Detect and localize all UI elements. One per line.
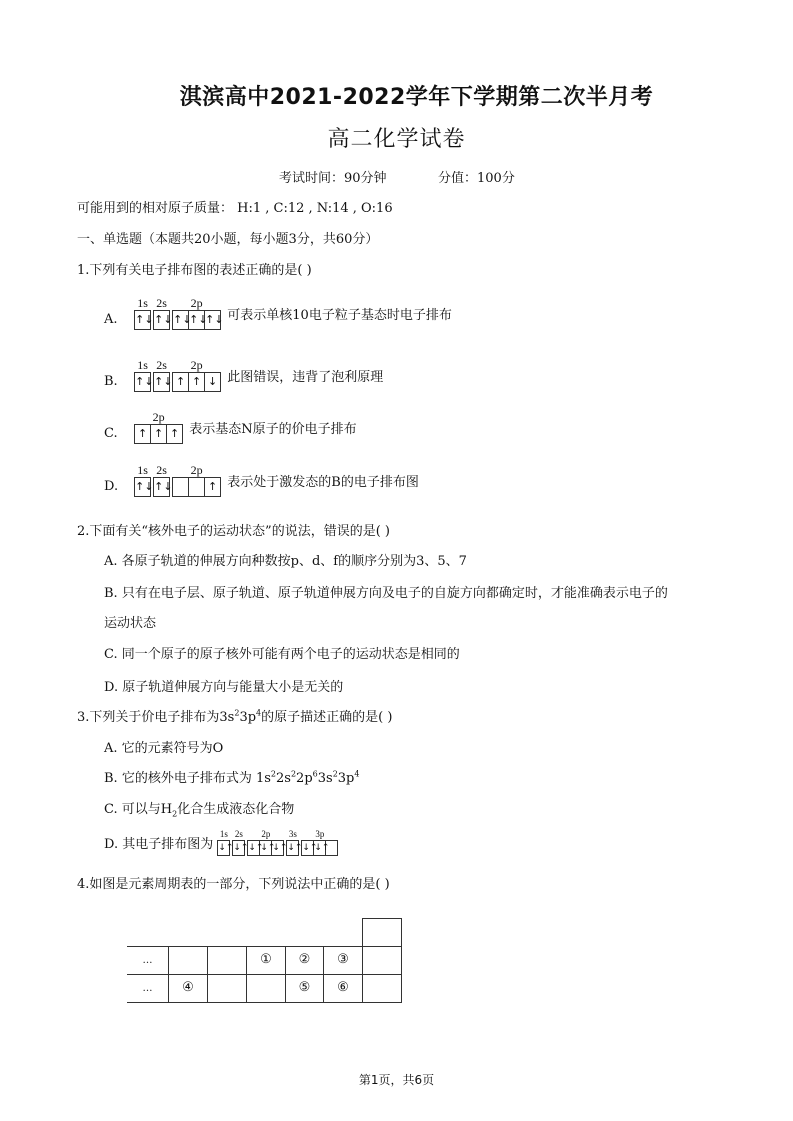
orbital-group-3p bbox=[301, 829, 338, 856]
pt-dots: … bbox=[142, 955, 153, 966]
orbital-diagram bbox=[134, 410, 185, 444]
q3-option-a: A. 它的元素符号为O bbox=[104, 741, 224, 756]
option-label: B. bbox=[104, 374, 118, 389]
q3-option-b: B. 它的核外电子排布式为 $1s^22s^22p^63s^23p^4$ bbox=[104, 769, 360, 786]
q2-stem: 2.下面有关“核外电子的运动状态”的说法，错误的是( ) bbox=[77, 524, 390, 539]
exam-title: 淇滨高中2021-2022学年下学期第二次半月考 bbox=[179, 85, 654, 110]
option-label: A. bbox=[104, 312, 118, 327]
superscript: 6 bbox=[312, 769, 318, 779]
orbital-boxes bbox=[172, 372, 221, 392]
orbital-box bbox=[173, 478, 189, 496]
orbital-box: ↑↓ bbox=[154, 480, 173, 493]
orbital-boxes bbox=[172, 310, 224, 330]
option-label: D. bbox=[104, 479, 119, 494]
q1-option-c bbox=[104, 410, 357, 444]
orbital-label: 2p bbox=[261, 829, 271, 839]
config-term: 3s bbox=[317, 771, 333, 786]
orbital-diagram bbox=[134, 358, 223, 392]
pt-cell bbox=[168, 946, 208, 975]
orbital-box: ↓↑ bbox=[314, 843, 330, 853]
exam-subtitle: 高二化学试卷 bbox=[327, 127, 466, 152]
q1-option-d bbox=[104, 463, 419, 497]
orbital-label: 2p bbox=[190, 463, 203, 477]
option-text: B. 它的核外电子排布式为 1s bbox=[104, 771, 271, 786]
orbital-box: ↑↓ bbox=[173, 311, 189, 329]
orbital-boxes bbox=[134, 372, 154, 392]
orbital-boxes bbox=[301, 840, 338, 856]
pt-cell bbox=[127, 946, 169, 975]
orbital-group-2s bbox=[232, 829, 249, 856]
pt-cell bbox=[362, 946, 402, 975]
orbital-label: 2p bbox=[152, 410, 165, 424]
orbital-group-2s bbox=[153, 296, 173, 330]
superscript: 4 bbox=[256, 708, 262, 718]
orbital-label: 3s bbox=[288, 829, 297, 839]
option-text: 表示处于激发态的B的电子排布图 bbox=[227, 475, 419, 490]
q3-stem bbox=[77, 706, 392, 725]
orbital-box bbox=[189, 478, 205, 496]
orbital-label: 1s bbox=[137, 463, 148, 477]
option-text: C. 可以与H bbox=[104, 802, 173, 817]
q1-option-a bbox=[104, 296, 452, 330]
orbital-group-2p bbox=[172, 296, 224, 330]
orbital-box: ↓↑ bbox=[233, 843, 249, 853]
pt-cell bbox=[127, 974, 169, 1003]
option-text: 可表示单核10电子粒子基态时电子排布 bbox=[227, 308, 452, 323]
orbital-label: 2p bbox=[190, 358, 203, 372]
orbital-boxes bbox=[134, 310, 154, 330]
exam-time: 考试时间：90分钟 bbox=[279, 171, 387, 186]
q4-stem: 4.如图是元素周期表的一部分，下列说法中正确的是( ) bbox=[77, 877, 390, 892]
q2-option-a: A. 各原子轨道的伸展方向种数按p、d、f的顺序分别为3、5、7 bbox=[104, 554, 467, 569]
config-term: 2s bbox=[276, 771, 291, 786]
orbital-group-2p bbox=[172, 358, 221, 392]
q3-stem-text: 3p bbox=[239, 710, 257, 725]
orbital-diagram bbox=[217, 829, 340, 856]
q3-stem-text: 的原子描述正确的是( ) bbox=[261, 710, 393, 725]
config-term: 3p bbox=[337, 771, 355, 786]
orbital-boxes bbox=[153, 372, 173, 392]
q2-option-c: C. 同一个原子的原子核外可能有两个电子的运动状态是相同的 bbox=[104, 647, 460, 662]
orbital-box: ↓↑ bbox=[302, 843, 318, 853]
orbital-label: 2s bbox=[156, 463, 167, 477]
orbital-box: ↑ bbox=[135, 425, 151, 443]
periodic-table-fragment bbox=[127, 918, 403, 1004]
superscript: 2 bbox=[234, 708, 240, 718]
q2-option-d: D. 原子轨道伸展方向与能量大小是无关的 bbox=[104, 680, 344, 695]
q1-stem: 1.下列有关电子排布图的表述正确的是( ) bbox=[77, 263, 312, 278]
subscript: 2 bbox=[172, 809, 178, 819]
config-term: 2p bbox=[296, 771, 313, 786]
electron-config bbox=[276, 771, 359, 786]
q3-option-c bbox=[104, 798, 294, 819]
pt-cell bbox=[362, 974, 402, 1003]
orbital-group-1s bbox=[134, 358, 154, 392]
pt-cell bbox=[207, 946, 247, 975]
q3-stem-text: 3.下列关于价电子排布为3s bbox=[77, 710, 235, 725]
orbital-boxes bbox=[153, 477, 173, 497]
pt-cell bbox=[362, 918, 402, 947]
orbital-box: ↓↑ bbox=[287, 843, 303, 853]
orbital-boxes bbox=[247, 840, 288, 856]
superscript: 2 bbox=[332, 769, 338, 779]
q1-option-b bbox=[104, 358, 383, 392]
orbital-box: ↑ bbox=[173, 373, 189, 391]
orbital-box: ↓↑ bbox=[272, 843, 288, 853]
superscript: 2 bbox=[290, 769, 297, 779]
orbital-boxes bbox=[134, 424, 183, 444]
pt-cell-5: ⑤ bbox=[285, 974, 324, 1003]
orbital-box: ↑ bbox=[170, 427, 180, 440]
orbital-box: ↑↓ bbox=[154, 375, 173, 388]
pt-dots: … bbox=[142, 983, 153, 994]
pt-cell-2: ② bbox=[285, 946, 324, 975]
orbital-label: 1s bbox=[219, 829, 228, 839]
option-text: 表示基态N原子的价电子排布 bbox=[189, 422, 357, 437]
orbital-box: ↑↓ bbox=[189, 311, 205, 329]
orbital-boxes bbox=[286, 840, 303, 856]
orbital-box: ↓↑ bbox=[260, 843, 276, 853]
orbital-label: 1s bbox=[137, 358, 148, 372]
orbital-label: 2p bbox=[190, 296, 203, 310]
orbital-box: ↑ bbox=[208, 480, 218, 493]
orbital-box: ↓ bbox=[208, 375, 218, 388]
pt-cell-6: ⑥ bbox=[323, 974, 363, 1003]
orbital-label: 1s bbox=[137, 296, 148, 310]
page-footer: 第1页，共6页 bbox=[358, 1073, 435, 1087]
orbital-box: ↑↓ bbox=[154, 313, 173, 326]
orbital-box: ↑ bbox=[151, 425, 167, 443]
orbital-group-2p bbox=[172, 463, 221, 497]
option-label: C. bbox=[104, 426, 118, 441]
orbital-box: ↑↓ bbox=[135, 480, 154, 493]
q3-option-d bbox=[104, 829, 340, 856]
exam-score: 分值：100分 bbox=[438, 171, 515, 186]
orbital-box: ↓↑ bbox=[248, 843, 264, 853]
orbital-group-3s bbox=[286, 829, 303, 856]
orbital-boxes bbox=[217, 840, 234, 856]
orbital-box: ↓↑ bbox=[218, 843, 234, 853]
q2-option-b: B. 只有在电子层、原子轨道、原子轨道伸展方向及电子的自旋方向都确定时，才能准确表示电子的 bbox=[104, 586, 668, 601]
pt-cell-3: ③ bbox=[323, 946, 363, 975]
orbital-group-2s bbox=[153, 358, 173, 392]
pt-cell bbox=[246, 974, 286, 1003]
orbital-box: ↑↓ bbox=[135, 375, 154, 388]
orbital-boxes bbox=[134, 477, 154, 497]
superscript: 4 bbox=[354, 769, 360, 779]
orbital-group-1s bbox=[134, 463, 154, 497]
orbital-label: 3p bbox=[315, 829, 325, 839]
orbital-box: ↑ bbox=[189, 373, 205, 391]
orbital-box: ↑↓ bbox=[135, 313, 154, 326]
orbital-label: 2s bbox=[234, 829, 243, 839]
q2-option-b-cont: 运动状态 bbox=[104, 616, 157, 631]
orbital-group-2s bbox=[153, 463, 173, 497]
pt-cell-4: ④ bbox=[168, 974, 208, 1003]
orbital-box: ↑↓ bbox=[205, 313, 224, 326]
orbital-label: 2s bbox=[156, 358, 167, 372]
orbital-diagram bbox=[134, 463, 223, 497]
orbital-group-1s bbox=[134, 296, 154, 330]
orbital-box bbox=[326, 841, 337, 855]
orbital-diagram bbox=[134, 296, 223, 330]
orbital-label: 2s bbox=[156, 296, 167, 310]
section-heading: 一、单选题（本题共20小题，每小题3分，共60分） bbox=[77, 232, 379, 247]
orbital-boxes bbox=[153, 310, 173, 330]
option-text: 此图错误，违背了泡利原理 bbox=[227, 370, 384, 385]
orbital-boxes bbox=[232, 840, 249, 856]
orbital-boxes bbox=[172, 477, 221, 497]
option-text: D. 其电子排布图为 bbox=[104, 837, 214, 852]
orbital-group-2p bbox=[134, 410, 183, 444]
orbital-group-2p bbox=[247, 829, 288, 856]
pt-cell-1: ① bbox=[246, 946, 286, 975]
atomic-masses: 可能用到的相对原子质量： H:1 , C:12 , N:14 , O:16 bbox=[77, 201, 393, 216]
option-text: 化合生成液态化合物 bbox=[177, 802, 295, 817]
pt-cell bbox=[207, 974, 247, 1003]
orbital-group-1s bbox=[217, 829, 234, 856]
